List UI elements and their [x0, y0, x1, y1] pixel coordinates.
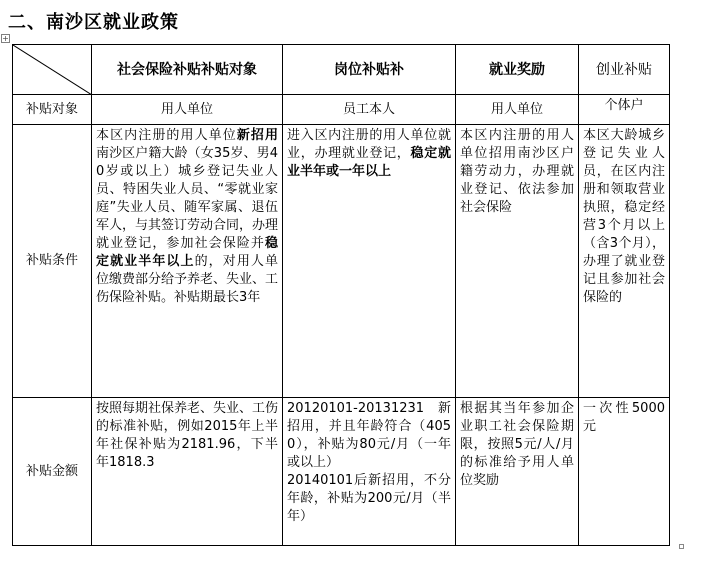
amount-social-insurance: 按照每期社保养老、失业、工伤的标准补贴，例如2015年上半年社保补贴为2181.96，下半年1818.3 — [92, 398, 283, 546]
amount-post-subsidy — [283, 398, 456, 546]
conditions-post-subsidy — [283, 125, 456, 398]
diagonal-line — [13, 45, 92, 95]
table-move-handle-icon[interactable]: + — [2, 34, 9, 43]
amount-startup-subsidy: 一次性5000元 — [579, 398, 670, 546]
page-title: 二、南沙区就业政策 — [8, 12, 179, 33]
table-resize-handle[interactable] — [679, 544, 684, 549]
policy-table — [12, 44, 670, 546]
target-employment-reward: 用人单位 — [456, 95, 579, 125]
cond2-bold-stable: 稳定就业半年或一年以上 — [287, 146, 451, 179]
cond1-text-b: 南沙区户籍大龄（女35岁、男40岁或以上）城乡登记失业人员、特困失业人员、“零就业家庭”失业人员、随军家属、退伍军人，与其签订劳动合同，办理就业登记，参加社会保险并 — [96, 146, 279, 251]
cond1-bold-stable: 稳定就业半年以上 — [96, 236, 278, 269]
table-row — [13, 125, 670, 398]
target-social-insurance: 用人单位 — [92, 95, 283, 125]
conditions-startup-subsidy: 本区大龄城乡登记失业人员，在区内注册和领取营业执照，稳定经营3个月以上（含3个月），办理了就业登记且参加社会保险的 — [579, 125, 670, 398]
cond1-text-a: 本区内注册的用人单位 — [96, 128, 237, 143]
target-startup-subsidy: 个体户 — [579, 95, 670, 125]
diagonal-corner-cell — [13, 45, 92, 95]
table-row — [13, 95, 670, 125]
table-header-row — [13, 45, 670, 95]
header-startup-subsidy: 创业补贴 — [579, 45, 670, 95]
conditions-social-insurance — [92, 125, 283, 398]
header-post-subsidy: 岗位补贴补 — [283, 45, 456, 95]
header-employment-reward: 就业奖励 — [456, 45, 579, 95]
header-social-insurance: 社会保险补贴补贴对象 — [92, 45, 283, 95]
row-label-conditions: 补贴条件 — [13, 125, 92, 398]
target-post-subsidy: 员工本人 — [283, 95, 456, 125]
conditions-employment-reward: 本区内注册的用人单位招用南沙区户籍劳动力，办理就业登记、依法参加社会保险 — [456, 125, 579, 398]
row-label-amount: 补贴金额 — [13, 398, 92, 546]
row-label-target: 补贴对象 — [13, 95, 92, 125]
table-row — [13, 398, 670, 546]
amount-post-period-1: 20120101-20131231 新招用，并且年龄符合（4050），补贴为80元/月（一年或以上） — [287, 401, 451, 470]
cond1-text-c: 的，对用人单位缴费部分给予养老、失业、工伤保险补贴。补贴期最长3年 — [96, 254, 279, 305]
amount-post-period-2: 20140101后新招用，不分年龄，补贴为200元/月（半年） — [287, 473, 451, 524]
amount-employment-reward: 根据其当年参加企业职工社会保险期限，按照5元/人/月的标准给予用人单位奖励 — [456, 398, 579, 546]
cond2-text: 进入区内注册的用人单位就业，办理就业登记， — [287, 128, 451, 161]
cond1-bold-new-hire: 新招用 — [236, 128, 278, 143]
